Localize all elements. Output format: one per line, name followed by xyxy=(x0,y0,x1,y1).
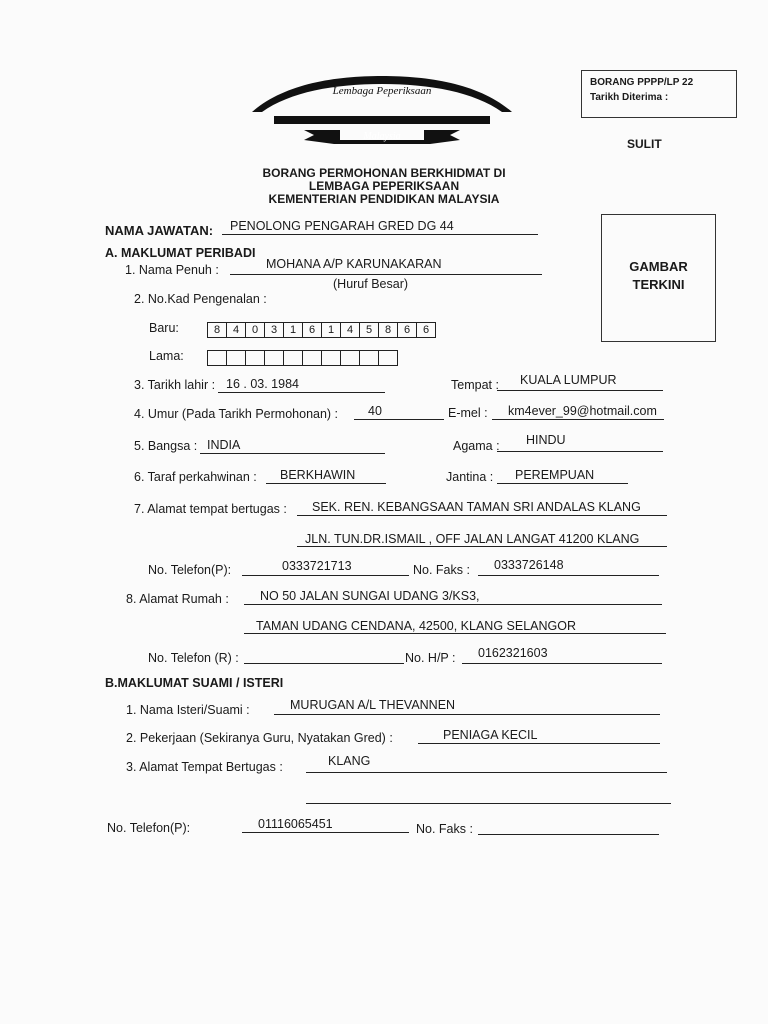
baru-digit[interactable]: 5 xyxy=(359,322,379,338)
bangsa-label: 5. Bangsa : xyxy=(134,439,198,453)
logo xyxy=(244,72,520,152)
pekerjaan-value[interactable]: PENIAGA KECIL xyxy=(443,728,538,742)
agama-value[interactable]: HINDU xyxy=(526,433,566,447)
pasangan-alamat-rule2[interactable] xyxy=(306,803,671,804)
nama-value[interactable]: MOHANA A/P KARUNAKARAN xyxy=(266,257,442,271)
baru-digit[interactable]: 6 xyxy=(416,322,436,338)
baru-digit[interactable]: 6 xyxy=(397,322,417,338)
baru-digit[interactable]: 0 xyxy=(245,322,265,338)
lama-digit[interactable] xyxy=(226,350,246,366)
logo-banner-text: Malaysia xyxy=(363,131,401,142)
pasangan-alamat-rule1 xyxy=(306,772,667,773)
jawatan-value[interactable]: PENOLONG PENGARAH GRED DG 44 xyxy=(230,219,454,233)
lahir-value[interactable]: 16 . 03. 1984 xyxy=(226,377,299,391)
jantina-value[interactable]: PEREMPUAN xyxy=(515,468,595,482)
umur-line xyxy=(354,419,444,420)
tempat-line xyxy=(497,390,663,391)
taraf-value[interactable]: BERKHAWIN xyxy=(280,468,356,482)
taraf-label: 6. Taraf perkahwinan : xyxy=(134,470,257,484)
pasangan-tel-value[interactable]: 01116065451 xyxy=(258,817,333,831)
photo-label-1: GAMBAR xyxy=(629,259,688,274)
pasangan-nama-value[interactable]: MURUGAN A/L THEVANNEN xyxy=(290,698,456,712)
section-a-heading: A. MAKLUMAT PERIBADI xyxy=(105,246,256,260)
alamat-kerja-label: 7. Alamat tempat bertugas : xyxy=(134,502,287,516)
section-b-heading: B.MAKLUMAT SUAMI / ISTERI xyxy=(105,676,284,690)
agama-label: Agama : xyxy=(453,439,500,453)
lembaga-peperiksaan-logo xyxy=(244,72,520,152)
lama-digit[interactable] xyxy=(340,350,360,366)
alamat-kerja-rule1 xyxy=(297,515,667,516)
pasangan-tel-label: No. Telefon(P): xyxy=(107,821,191,835)
jawatan-label: NAMA JAWATAN: xyxy=(105,223,214,238)
pasangan-alamat-value[interactable]: KLANG xyxy=(328,754,371,768)
baru-digit[interactable]: 1 xyxy=(283,322,303,338)
baru-digit[interactable]: 1 xyxy=(321,322,341,338)
lama-digit[interactable] xyxy=(264,350,284,366)
jantina-label: Jantina : xyxy=(446,470,494,484)
emel-line xyxy=(492,419,664,420)
lahir-label: 3. Tarikh lahir : xyxy=(134,378,216,392)
pasangan-faks-line[interactable] xyxy=(478,834,659,835)
alamat-rumah-rule1 xyxy=(244,604,662,605)
photo-box[interactable] xyxy=(601,214,716,342)
pasangan-nama-line xyxy=(274,714,660,715)
ic-label: 2. No.Kad Pengenalan : xyxy=(134,292,267,306)
tempat-value[interactable]: KUALA LUMPUR xyxy=(520,373,617,387)
pasangan-alamat-label: 3. Alamat Tempat Bertugas : xyxy=(126,760,283,774)
faks-value[interactable]: 0333726148 xyxy=(494,558,564,572)
nama-line xyxy=(230,274,542,275)
lama-digit[interactable] xyxy=(283,350,303,366)
form-code-box xyxy=(581,70,737,118)
tempat-label: Tempat : xyxy=(451,378,499,392)
lama-digit[interactable] xyxy=(378,350,398,366)
alamat-rumah-line2[interactable]: TAMAN UDANG CENDANA, 42500, KLANG SELANGOR xyxy=(256,619,576,633)
lama-label: Lama: xyxy=(149,349,184,363)
tel-r-line[interactable] xyxy=(244,663,404,664)
lama-digit[interactable] xyxy=(245,350,265,366)
baru-digit[interactable]: 4 xyxy=(340,322,360,338)
photo-label-2: TERKINI xyxy=(632,277,685,292)
alamat-rumah-line1[interactable]: NO 50 JALAN SUNGAI UDANG 3/KS3, xyxy=(260,589,480,603)
alamat-rumah-label: 8. Alamat Rumah : xyxy=(126,592,229,606)
baru-digit[interactable]: 3 xyxy=(264,322,284,338)
lama-digit[interactable] xyxy=(207,350,227,366)
tel-p-line xyxy=(242,575,409,576)
emel-value[interactable]: km4ever_99@hotmail.com xyxy=(508,404,657,418)
form-code: BORANG PPPP/LP 22 xyxy=(590,77,694,88)
lama-digit[interactable] xyxy=(302,350,322,366)
pekerjaan-line xyxy=(418,743,660,744)
tel-r-label: No. Telefon (R) : xyxy=(148,651,239,665)
umur-label: 4. Umur (Pada Tarikh Permohonan) : xyxy=(134,407,339,421)
jawatan-line xyxy=(222,234,538,235)
form-title-line2: LEMBAGA PEPERIKSAAN xyxy=(308,179,460,193)
pasangan-nama-label: 1. Nama Isteri/Suami : xyxy=(126,703,250,717)
pasangan-tel-line xyxy=(242,832,409,833)
form-title-line3: KEMENTERIAN PENDIDIKAN MALAYSIA xyxy=(268,192,500,206)
taraf-line xyxy=(266,483,386,484)
logo-arc-text: Lembaga Peperiksaan xyxy=(332,85,432,97)
lama-digit[interactable] xyxy=(321,350,341,366)
baru-digit[interactable]: 8 xyxy=(207,322,227,338)
emel-label: E-mel : xyxy=(448,406,488,420)
alamat-kerja-line2[interactable]: JLN. TUN.DR.ISMAIL , OFF JALAN LANGAT 41200 KLANG xyxy=(305,532,640,546)
tel-p-value[interactable]: 0333721713 xyxy=(282,559,352,573)
lahir-line xyxy=(218,392,385,393)
baru-digit[interactable]: 4 xyxy=(226,322,246,338)
baru-digit[interactable]: 6 xyxy=(302,322,322,338)
agama-line xyxy=(497,451,663,452)
bangsa-value[interactable]: INDIA xyxy=(207,438,241,452)
form-title-line1: BORANG PERMOHONAN BERKHIDMAT DI xyxy=(262,166,506,180)
nama-label: 1. Nama Penuh : xyxy=(125,263,219,277)
alamat-kerja-rule2 xyxy=(297,546,667,547)
hp-line xyxy=(462,663,662,664)
alamat-rumah-rule2 xyxy=(244,633,666,634)
huruf-besar-note: (Huruf Besar) xyxy=(333,277,409,291)
umur-value[interactable]: 40 xyxy=(368,404,382,418)
pekerjaan-label: 2. Pekerjaan (Sekiranya Guru, Nyatakan Gred) : xyxy=(126,731,393,745)
tel-p-label: No. Telefon(P): xyxy=(148,563,232,577)
lama-ic-boxes[interactable] xyxy=(207,350,397,366)
baru-label: Baru: xyxy=(149,321,179,335)
sulit-label: SULIT xyxy=(627,137,662,151)
lama-digit[interactable] xyxy=(359,350,379,366)
jantina-line xyxy=(497,483,628,484)
faks-line xyxy=(478,575,659,576)
baru-ic-boxes[interactable] xyxy=(207,322,435,338)
bangsa-line xyxy=(200,453,385,454)
faks-label: No. Faks : xyxy=(413,563,470,577)
baru-digit[interactable]: 8 xyxy=(378,322,398,338)
pasangan-faks-label: No. Faks : xyxy=(416,822,473,836)
received-date-label: Tarikh Diterima : xyxy=(590,92,669,103)
hp-value[interactable]: 0162321603 xyxy=(478,646,548,660)
alamat-kerja-line1[interactable]: SEK. REN. KEBANGSAAN TAMAN SRI ANDALAS KLANG xyxy=(312,500,641,514)
hp-label: No. H/P : xyxy=(405,651,456,665)
